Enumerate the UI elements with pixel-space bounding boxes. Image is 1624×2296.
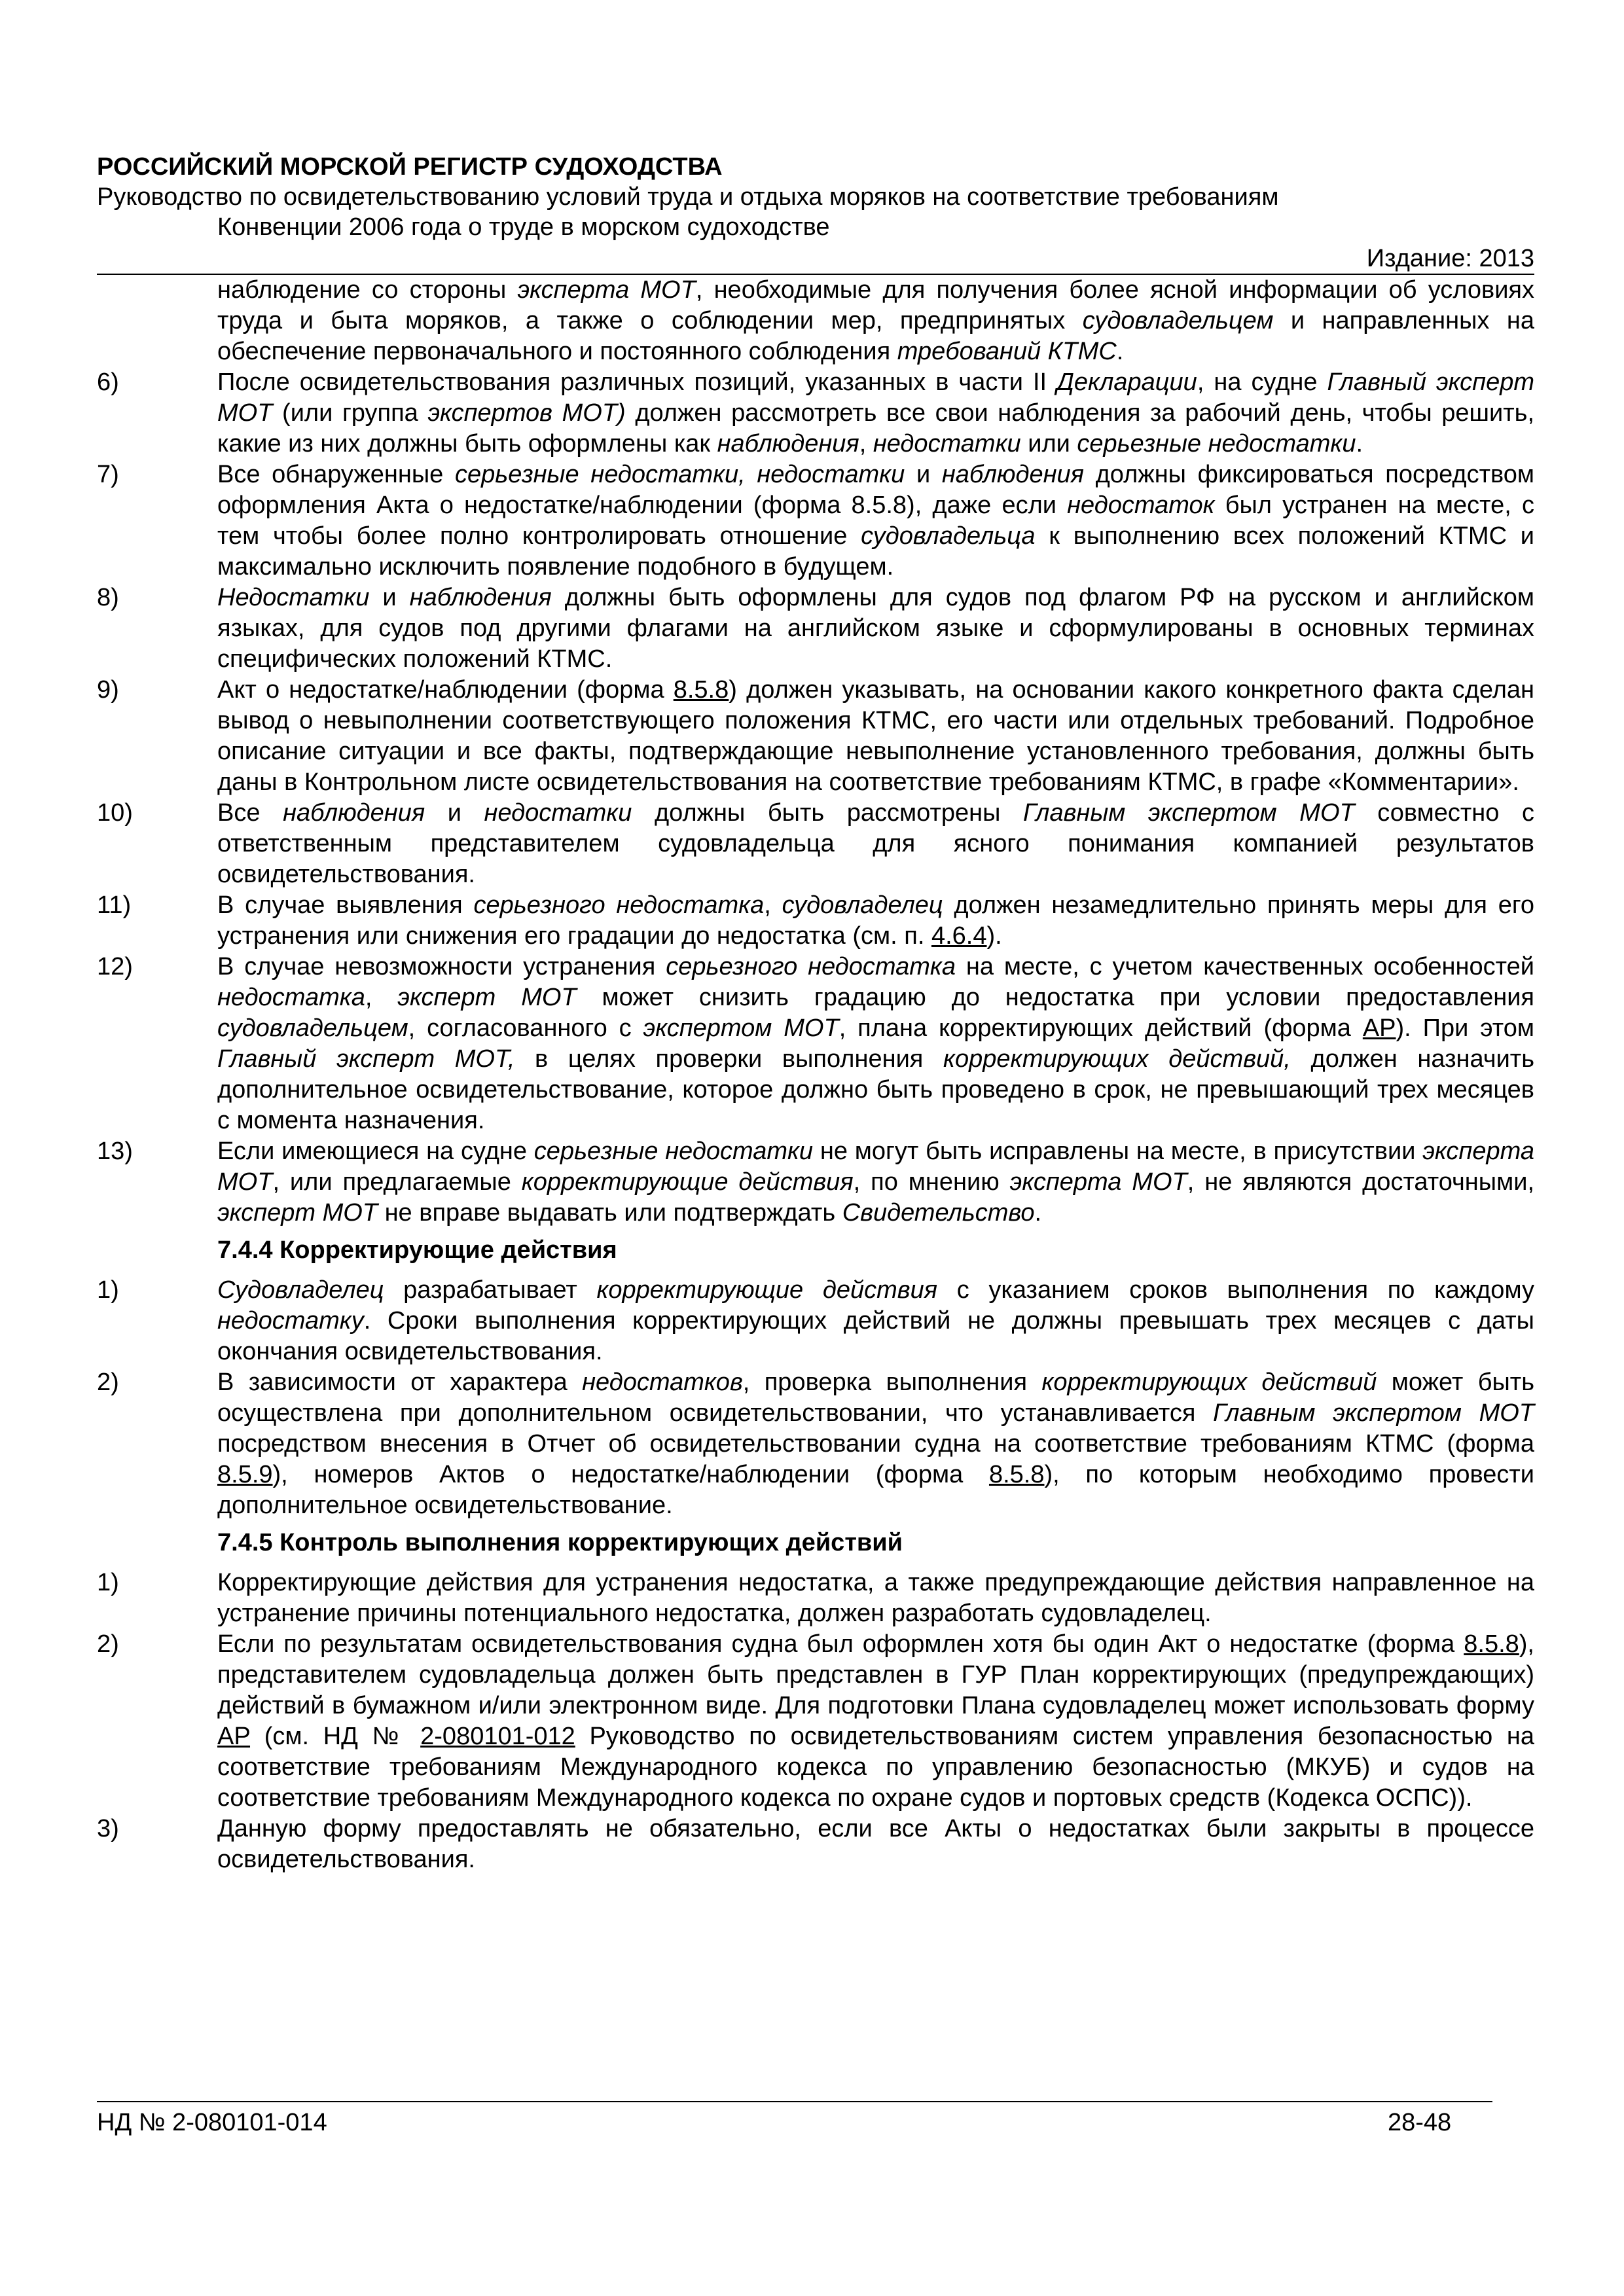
list-number: 9) (97, 676, 119, 704)
list-item-745-3 (97, 1814, 1534, 1875)
list-text: Если имеющиеся на судне серьезные недостатки не могут быть исправлены на месте, в присутствии эксперта МОТ, или предлагаемые корректирующие действия, по мнению эксперта МОТ, не являются достаточными, эксперт МОТ не вправе выдавать или подтверждать Свидетельство. (217, 1138, 1534, 1227)
section-heading-745: 7.4.5 Контроль выполнения корректирующих действий (217, 1529, 903, 1556)
form-link[interactable]: 8.5.8 (1464, 1630, 1519, 1658)
list-item-745-1 (97, 1568, 1534, 1629)
list-number: 8) (97, 584, 119, 611)
list-text: Корректирующие действия для устранения недостатка, а также предупреждающие действия направленное на устранение причины потенциального недостатка, должен разработать судовладелец. (217, 1569, 1534, 1627)
list-number: 1) (97, 1276, 119, 1304)
document-link[interactable]: 2-080101-012 (420, 1723, 575, 1750)
list-number: 7) (97, 461, 119, 488)
form-link[interactable]: 8.5.9 (217, 1461, 273, 1488)
form-link[interactable]: AP (217, 1723, 251, 1750)
document-title-line2: Конвенции 2006 года о труде в морском судоходстве (217, 213, 830, 241)
list-number: 1) (97, 1569, 119, 1596)
list-text: Данную форму предоставлять не обязательно, если все Акты о недостатках были закрыты в процессе освидетельствования. (217, 1815, 1534, 1873)
list-number: 10) (97, 799, 133, 827)
footer-doc-number: НД № 2-080101-014 (97, 2109, 327, 2136)
list-text: После освидетельствования различных позиций, указанных в части II Декларации, на судне Главный эксперт МОТ (или группа экспертов МОТ) должен рассмотреть все свои наблюдения за рабочий день, чтобы решить, какие из них должны быть оформлены как наблюдения, недостатки или серьезные недостатки. (217, 368, 1535, 457)
section-heading-744: 7.4.4 Корректирующие действия (217, 1236, 617, 1264)
form-link[interactable]: AP (1362, 1014, 1396, 1042)
list-text: Все наблюдения и недостатки должны быть рассмотрены Главным экспертом МОТ совместно с ответственным представителем судовладельца для ясного понимания компанией результатов освидетельствования. (217, 799, 1534, 888)
document-title (97, 182, 1534, 242)
organization-name: РОССИЙСКИЙ МОРСКОЙ РЕГИСТР СУДОХОДСТВА (97, 153, 723, 181)
list-item-744-2 (97, 1367, 1534, 1521)
list-number: 13) (97, 1138, 133, 1165)
list-number: 6) (97, 368, 119, 396)
list-item-8 (97, 583, 1534, 675)
edition-label: Издание: 2013 (1366, 245, 1534, 272)
list-text: Все обнаруженные серьезные недостатки, недостатки и наблюдения должны фиксироваться посредством оформления Акта о недостатке/наблюдении (форма 8.5.8), даже если недостаток был устранен на месте, с тем чтобы более полно контролировать отношение судовладельца к выполнению всех положений КТМС и максимально исключить появление подобного в будущем. (217, 461, 1534, 581)
list-text: В случае выявления серьезного недостатка, судовладелец должен незамедлительно принять меры для его устранения или снижения его градации до недостатка (см. п. 4.6.4). (217, 891, 1534, 950)
list-item-7 (97, 459, 1534, 583)
document-body (97, 275, 1534, 1875)
section-link[interactable]: 4.6.4 (931, 922, 987, 950)
list-item-6 (97, 367, 1534, 459)
list-text: Акт о недостатке/наблюдении (форма 8.5.8) должен указывать, на основании какого конкретного факта сделан вывод о невыполнении соответствующего положения КТМС, его части или отдельных требований. Подробное описание ситуации и все факты, подтверждающие невыполнение установленного требования, должны быть даны в Контрольном листе освидетельствования на соответствие требованиям КТМС, в графе «Комментарии». (217, 676, 1534, 796)
footer-divider (97, 2101, 1492, 2102)
document-page (97, 152, 1534, 1875)
list-text: Судовладелец разрабатывает корректирующие действия с указанием сроков выполнения по каждому недостатку. Сроки выполнения корректирующих действий не должны превышать трех месяцев с даты окончания освидетельствования. (217, 1276, 1534, 1365)
list-item-9 (97, 675, 1534, 798)
list-text: В зависимости от характера недостатков, проверка выполнения корректирующих действий может быть осуществлена при дополнительном освидетельствовании, что устанавливается Главным экспертом МОТ посредством внесения в Отчет об освидетельствовании судна на соответствие требованиям КТМС (форма 8.5.9), номеров Актов о недостатке/наблюдении (форма 8.5.8), по которым необходимо провести дополнительное освидетельствование. (217, 1369, 1534, 1519)
list-number: 12) (97, 953, 133, 980)
list-text: Недостатки и наблюдения должны быть оформлены для судов под флагом РФ на русском и английском языках, для судов под другими флагами на английском языке и сформулированы в основных терминах специфических положений КТМС. (217, 584, 1535, 673)
list-item-13 (97, 1136, 1534, 1229)
list-item-744-1 (97, 1275, 1534, 1367)
form-link[interactable]: 8.5.8 (673, 676, 729, 704)
form-link[interactable]: 8.5.8 (988, 1461, 1045, 1488)
intro-paragraph: наблюдение со стороны эксперта МОТ, необходимые для получения более ясной информации об условиях труда и быта моряков, а также о соблюдении мер, предпринятых судовладельцем и направленных на обеспечение первоначального и постоянного соблюдения требований КТМС. (217, 276, 1535, 365)
list-number: 3) (97, 1815, 119, 1842)
footer-page-number: 28-48 (1388, 2109, 1452, 2136)
list-number: 2) (97, 1630, 119, 1658)
list-item-12 (97, 952, 1534, 1136)
list-number: 11) (97, 891, 132, 919)
list-item-11 (97, 890, 1534, 952)
list-item-10 (97, 798, 1534, 890)
list-text: В случае невозможности устранения серьезного недостатка на месте, с учетом качественных особенностей недостатка, эксперт МОТ может снизить градацию до недостатка при условии предоставления судовладельцем, согласованного с экспертом МОТ, плана корректирующих действий (форма AP). При этом Главный эксперт МОТ, в целях проверки выполнения корректирующих действий, должен назначить дополнительное освидетельствование, которое должно быть проведено в срок, не превышающий трех месяцев с момента назначения. (217, 953, 1535, 1134)
list-number: 2) (97, 1369, 119, 1396)
list-text: Если по результатам освидетельствования судна был оформлен хотя бы один Акт о недостатке (форма 8.5.8), представителем судовладельца должен быть представлен в ГУР План корректирующих (предупреждающих) действий в бумажном и/или электронном виде. Для подготовки Плана судовладелец может использовать форму AP (см. НД № 2-080101-012 Руководство по освидетельствованиям систем управления безопасностью на соответствие требованиям Международного кодекса по управлению безопасностью (МКУБ) и судов на соответствие требованиям Международного кодекса по охране судов и портовых средств (Кодекса ОСПС)). (217, 1630, 1534, 1812)
document-title-line1: Руководство по освидетельствованию условий труда и отдыха моряков на соответствие требованиям (97, 183, 1279, 211)
list-item-745-2 (97, 1629, 1534, 1814)
